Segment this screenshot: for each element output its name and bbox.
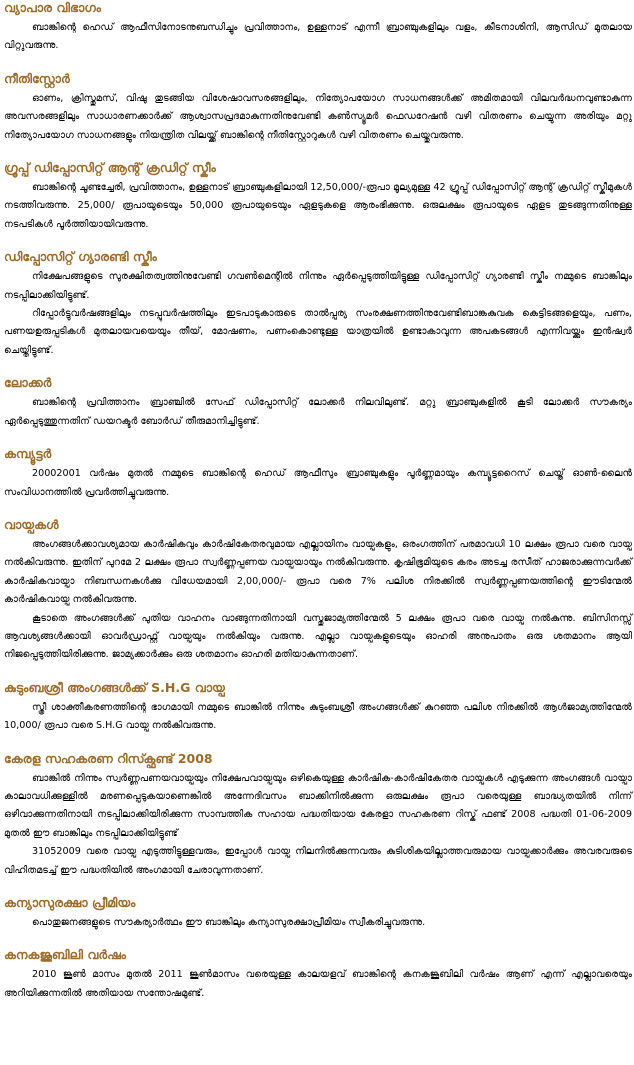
section-heading: ഡിപ്പോസിറ്റ് ഗ്യാരണ്ടി സ്കീം [4, 249, 157, 265]
section-computer [4, 446, 632, 502]
section-group-deposit [4, 160, 632, 234]
section-paragraph: ബാങ്കിന്റെ ഹെഡ് ആഫീസിനോടനുബന്ധിച്ചും പ്രവിത്താനം, ഉള്ളനാട് എന്നീ ബ്രാഞ്ചുകളിലും വളം, കീടനാശിനി, ആസിഡ് മുതലായ വിറ്റുവരുന്നു. [4, 22, 632, 52]
section-paragraph: 20002001 വർഷം മുതൽ നമ്മുടെ ബാങ്കിന്റെ ഹെഡ് ആഫീസും ബ്രാഞ്ചുകളും പൂർണ്ണമായും കമ്പ്യൂട്ടറൈസ് ചെയ്ത് ഓൺ-ലൈൻ സംവിധാനത്തിൽ പ്രവർത്തിച്ചുവരുന്നു. [4, 468, 632, 498]
section-paragraph: ബാങ്കിൽ നിന്നും സ്വർണ്ണപണയവായ്പയും നിക്ഷേപവായ്പയും ഒഴികെയുള്ള കാർഷിക-കാർഷികേതര വായ്പകൾ എടുക്കുന്ന അംഗങ്ങൾ വായ്പാ കാലാവധിക്കുള്ളിൽ മരണപ്പെടുകയാണെങ്കിൽ അന്നേദിവസം ബാക്കിനിൽക്കുന്ന ഒരുലക്ഷം രൂപാ വരെയുള്ള ബാദ്ധ്യതയിൽ നിന്ന് ഒഴിവാക്കുന്നതിനായി നടപ്പിലാക്കിയിരിക്കുന്ന സാമ്പത്തിക സഹായ പദ്ധതിയായ കേരളാ സഹകരണ റിസ്ക് ഫണ്ട് 2008 പദ്ധതി 01-06-2009 മുതൽ ഈ ബാങ്കിലും നടപ്പിലാക്കിയിട്ടുണ്ട് [4, 772, 632, 839]
section-risk-fund [4, 751, 632, 880]
section-heading: വായ്പകൾ [4, 516, 59, 532]
section-loans [4, 517, 632, 665]
section-neethi-store [4, 71, 632, 145]
section-heading: കമ്പ്യൂട്ടർ [4, 446, 52, 462]
section-paragraph: കൂടാതെ അംഗങ്ങൾക്ക് പുതിയ വാഹനം വാങ്ങുന്നതിനായി വസ്തുജാമ്യത്തിന്മേൽ 5 ലക്ഷം രൂപാ വരെ വായ്പ നൽകുന്നു. ബിസിനസ്സ് ആവശ്യങ്ങൾക്കായി ഓവർഡ്രാഫ്റ്റ് വായ്പയും നൽകിയും വരുന്നു. എല്ലാ വായ്പകളുടെയും ഓഹരി അനുപാതം ഒരു ശതമാനം ആയി നിജപ്പെടുത്തിയിരിക്കുന്നു. ജാമ്യക്കാർക്കും ഒരു ശതമാനം ഓഹരി മതിയാകുന്നതാണ്. [4, 612, 632, 661]
section-paragraph: റിപ്പോർട്ടുവർഷങ്ങളിലും നടപ്പുവർഷത്തിലും ഇടപാടുകാരുടെ താൽപ്പര്യ സംരക്ഷണത്തിനുവേണ്ടിബാങ്കകുവക കെട്ടിടങ്ങളെയും, പണം, പണയഉരുപ്പടികൾ മുതലായവയെയും തീയ്, മോഷണം, പണംകൊണ്ടുള്ള യാത്രയിൽ ഉണ്ടാകാവുന്ന അപകടങ്ങൾ എന്നിവയ്ക്കും ഇൻഷ്വർ ചെയ്തിട്ടുണ്ട്. [4, 308, 632, 356]
section-heading: കേരള സഹകരണ റിസ്ക്ഫണ്ട് 2008 [4, 750, 213, 766]
section-heading: കനകജൂബിലി വർഷം [4, 947, 127, 963]
section-heading: വ്യാപാര വിഭാഗം [4, 0, 101, 15]
section-paragraph: 2010 ജൂൺ മാസം മുതൽ 2011 ജൂൺമാസം വരെയുള്ള കാലയളവ് ബാങ്കിന്റെ കനകജൂബിലി വർഷം ആണ് എന്ന് എല്ലാവരെയും അറിയിക്കുന്നതിൽ അതിയായ സന്തോഷമുണ്ട്. [4, 969, 632, 999]
section-paragraph: ബാങ്കിന്റെ പ്രവിത്താനം ബ്രാഞ്ചിൽ സേഫ് ഡിപ്പോസിറ്റ് ലോക്കർ നിലവിലുണ്ട്. മറ്റു ബ്രാഞ്ചുകളിൽ കൂടി ലോക്കർ സൗകര്യം ഏർപ്പെടുത്തുന്നതിന് ഡയറക്ടർ ബോർഡ് തീരുമാനിച്ചിട്ടുണ്ട്. [4, 397, 632, 427]
section-paragraph: ഓണം, ക്രിസ്തുമസ്, വിഷു തുടങ്ങിയ വിശേഷാവസരങ്ങളിലും, നിത്യോപയോഗ സാധനങ്ങൾക്ക് അമിതമായി വിലവർദ്ധനവുണ്ടാകുന്ന അവസരങ്ങളിലും സാധാരണക്കാർക്ക് ആശ്വാസപ്രദമാകുന്നതിനുവേണ്ടി കൺസ്യൂമർ ഫെഡറേഷൻ വഴി വിതരണം ചെയ്യുന്ന അരിയും മറ്റു നിത്യോപയോഗ സാധനങ്ങളും നിയന്ത്രിത വിലയ്ക്ക് ബാങ്കിന്റെ നീതിസ്റ്റോറുകൾ വഴി വിതരണം ചെയ്തുവരുന്നു. [4, 92, 632, 141]
section-golden-jubilee [4, 947, 632, 1003]
section-heading: നീതിസ്റ്റോർ [4, 70, 70, 86]
section-paragraph: പൊതുജനങ്ങളുടെ സൗകര്യാർത്ഥം ഈ ബാങ്കിലും കന്യാസുരക്ഷാപ്രീമിയം സ്വീകരിച്ചുവരുന്നു. [32, 917, 426, 928]
section-kanya-suraksha [4, 895, 632, 932]
section-heading: കന്യാസുരക്ഷാ പ്രീമിയം [4, 895, 136, 910]
section-paragraph: അംഗങ്ങൾക്കാവശ്യമായ കാർഷികവും കാർഷികേതരവുമായ എല്ലായിനം വായ്പകളും, ഒരംഗത്തിന് പരമാവധി 10 ലക്ഷം രൂപാ വരെ വായ്പ നൽകിവരുന്നു. ഇതിന് പുറമേ 2 ലക്ഷം രൂപാ സ്വർണ്ണപ്പണയ വായ്പയായും നൽകിവരുന്നു. കൃഷിഭൂമിയുടെ കരം അടച്ച രസീത് ഹാജരാക്കുന്നവർക്ക് കാർഷികവായ്പാ നിബന്ധനകൾക്കു വിധേയമായി 2,00,000/- രൂപാ വരെ 7% പലിശ നിരക്കിൽ സ്വർണ്ണപ്പണയത്തിന്റെ ഈടിന്മേൽ കാർഷികവായ്പ നൽകിവരുന്നു. [4, 538, 632, 606]
section-paragraph: ബാങ്കിന്റെ ചൂണ്ടച്ചേരി, പ്രവിത്താനം, ഉള്ളനാട് ബ്രാഞ്ചുകളിലായി 12,50,000/-രൂപാ മൂല്യമുള്ള 42 ഗ്രൂപ്പ് ഡിപ്പോസിറ്റ് ആന്റ് ക്രഡിറ്റ് സ്കീമുകൾ നടത്തിവരുന്നു. 25,000/ രൂപായുടെയും 50,000 രൂപായുടെയും ഏളടുകളെ ആരംഭിക്കുന്നു. ഒരുലക്ഷം രൂപായുടെ ഏളട തുടങ്ങുന്നതിനുള്ള നടപടികൾ പൂർത്തിയായിവരുന്നു. [4, 182, 632, 230]
section-deposit-guarantee [4, 249, 632, 360]
section-trade [4, 0, 632, 56]
section-paragraph: നിക്ഷേപങ്ങളുടെ സുരക്ഷിതത്വത്തിനുവേണ്ടി ഗവൺമെന്റിൽ നിന്നും ഏർപ്പെടുത്തിയിട്ടുള്ള ഡിപ്പോസിറ്റ് ഗ്യാരണ്ടി സ്കീം നമ്മുടെ ബാങ്കിലും നടപ്പിലാക്കിയിട്ടുണ്ട്. [4, 271, 632, 301]
section-heading: ലോക്കർ [4, 375, 52, 391]
section-heading: ഗ്രൂപ്പ് ഡിപ്പോസിറ്റ് ആന്റ് ക്രഡിറ്റ് സ്കീം [4, 160, 216, 176]
section-heading: കുടുംബശ്രീ അംഗങ്ങൾക്ക് S.H.G വായ്പ [4, 679, 225, 695]
section-paragraph: സ്ത്രീ ശാക്തീകരണത്തിന്റെ ഭാഗമായി നമ്മുടെ ബാങ്കിൽ നിന്നും കുടുംബശ്രീ അംഗങ്ങൾക്ക് കുറഞ്ഞ പലിശ നിരക്കിൽ ആൾജാമ്യത്തിന്മേൽ 10,000/ രൂപാ വരെ S.H.G വായ്പ നൽകിവരുന്നു. [4, 701, 632, 732]
section-locker [4, 375, 632, 431]
section-kudumbashree-shg [4, 680, 632, 736]
section-paragraph: 31052009 വരെ വായ്പ എടുത്തിട്ടുള്ളവരും, ഇപ്പോൾ വായ്പ നിലനിൽക്കുന്നവരും കുടിശികയില്ലാത്തവരുമായ വായ്പക്കാർക്കും അവരവരുടെ വിഹിതമടച്ച് ഈ പദ്ധതിയിൽ അംഗമായി ചേരാവുന്നതാണ്. [4, 846, 632, 876]
